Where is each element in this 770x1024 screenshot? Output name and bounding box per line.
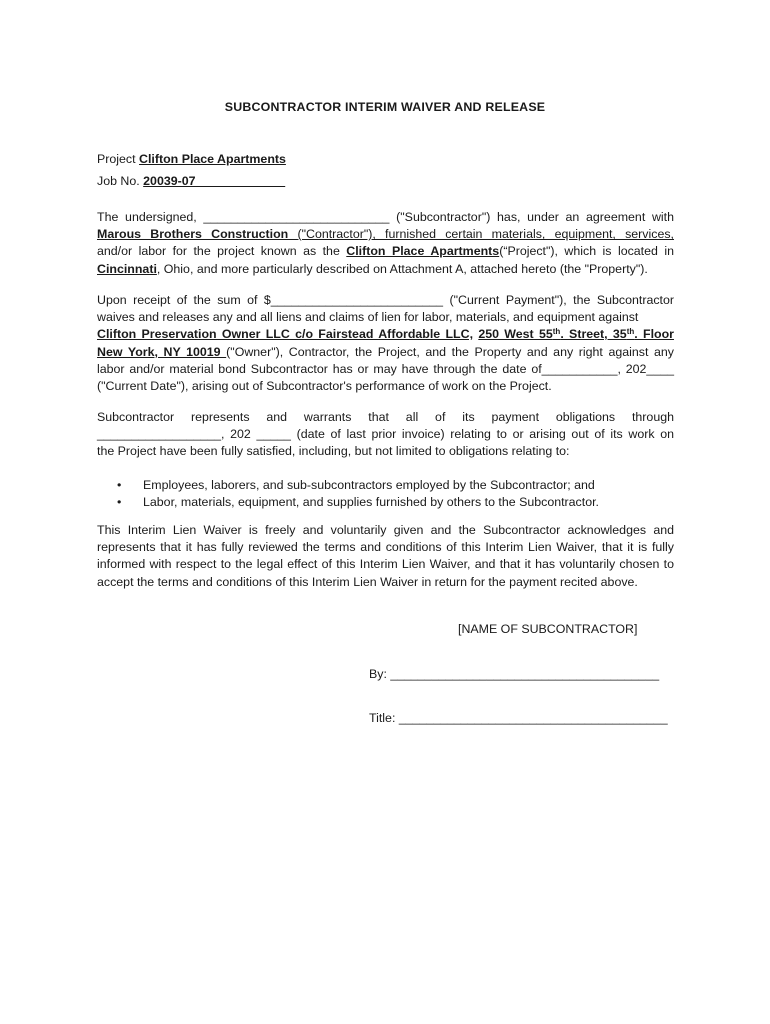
owner-line [97,326,674,343]
agreement-line-3: and/or labor for the project known as the Clifton Place Apartments(“Project"), which is located in [97,244,674,259]
job-line [97,174,285,188]
rep-line-1: Subcontractor represents and warrants that all of its payment obligations through [97,410,674,424]
signature-title-field[interactable]: Title: _______________________________________ [369,711,668,725]
ack-line-2: represents that it has fully reviewed the terms and conditions of this Interim Lien Waiver, that it is fully [97,540,674,555]
owner-address: 250 West 55th. Street, 35th. Floor [478,327,674,342]
city-name: Cincinnati [97,261,157,276]
job-number: 20039-07_____________ [143,174,286,188]
release-line-1: Upon receipt of the sum of $_________________________ ("Current Payment"), the Subcontractor [97,293,674,307]
ack-line-1: This Interim Lien Waiver is freely and voluntarily given and the Subcontractor acknowledges and [97,523,674,537]
project-label: Project [97,152,136,166]
job-label: Job No. [97,174,140,188]
project-name-inline: Clifton Place Apartments [346,244,500,259]
list-item: • Labor, materials, equipment, and supplies furnished by others to the Subcontractor. [97,494,674,511]
release-line-5: labor and/or material bond Subcontractor has or may have through the date of___________, 202____ [97,361,674,376]
paragraph-release [97,292,674,395]
release-line-2: waives and releases any and all liens and claims of lien for labor, materials, and equipment against [97,310,639,325]
project-name: Clifton Place Apartments [139,152,286,166]
release-line-6: ("Current Date"), arising out of Subcontractor's performance of work on the Project. [97,378,552,393]
list-item: • Employees, laborers, and sub-subcontractors employed by the Subcontractor; and [97,477,674,494]
subcontractor-name-placeholder: [NAME OF SUBCONTRACTOR] [458,622,638,636]
owner-city: New York, NY 10019 [97,344,227,359]
release-line-4: New York, NY 10019 ("Owner"), Contractor, the Project, and the Property and any right against any [97,344,674,359]
bullet-icon: • [117,478,122,492]
obligations-list [97,477,674,511]
document-title: SUBCONTRACTOR INTERIM WAIVER AND RELEASE [224,100,546,114]
ack-line-3: informed with respect to the legal effect of this Interim Lien Waiver, and that it has voluntarily chosen to [97,557,674,572]
owner-name: Clifton Preservation Owner LLC c/o Fairstead Affordable LLC, [97,327,474,342]
agreement-line-4: Cincinnati, Ohio, and more particularly described on Attachment A, attached hereto (the "Property"). [97,261,648,276]
ack-line-4: accept the terms and conditions of this Interim Lien Waiver in return for the payment recited above. [97,574,638,589]
agreement-line-2: Marous Brothers Construction ("Contractor"), furnished certain materials, equipment, services, [97,227,674,242]
signature-by-field[interactable]: By: _______________________________________ [369,667,660,681]
paragraph-representations [97,409,674,461]
rep-line-2: __________________, 202 _____ (date of last prior invoice) relating to or arising out of its work on [97,427,674,442]
rep-line-3: the Project have been fully satisfied, including, but not limited to obligations relating to: [97,444,570,459]
paragraph-acknowledgement [97,522,674,591]
project-line [97,152,286,166]
contractor-name: Marous Brothers Construction [97,227,298,242]
paragraph-agreement [97,209,674,278]
bullet-icon: • [117,495,122,510]
agreement-line-1: The undersigned, ___________________________ ("Subcontractor") has, under an agreement with [97,210,674,224]
